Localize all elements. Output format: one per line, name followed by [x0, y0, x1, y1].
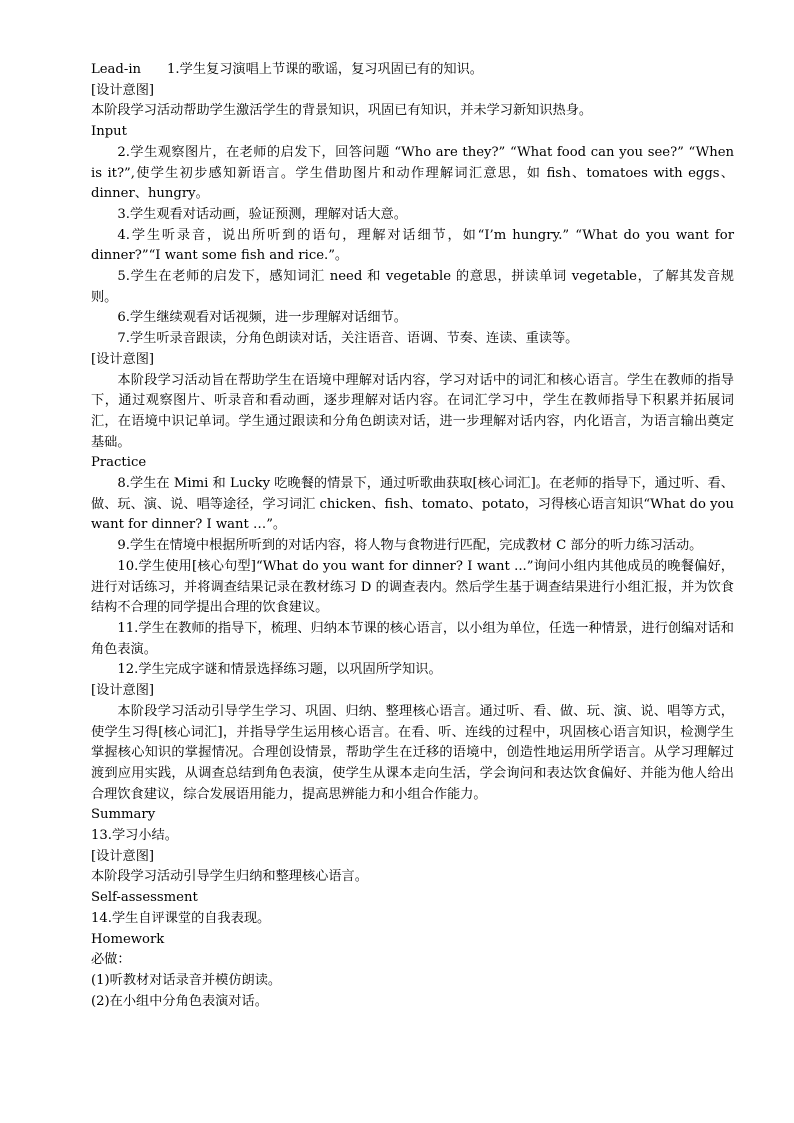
design-intent-heading: [设计意图]: [91, 848, 155, 864]
activity-10: 10.学生使用[核心句型]“What do you want for dinner? I want ...”询问小组内其他成员的晚餐偏好，进行对话练习，并将调查结果记录在教材练习 D 的调查表内。然后学生基于调查结果进行小组汇报，并为饮食结构不合理的同学提出合理的饮食建议。: [91, 558, 734, 616]
design-intent-heading: [设计意图]: [91, 683, 155, 699]
activity-2: 2.学生观察图片，在老师的启发下，回答问题 “Who are they?” “What food can you see?” “When is it?”,使学生初步感知新语言。学生借助图片和动作理解词汇意思，如 fish、tomatoes with eggs、dinner、hungry。: [91, 144, 734, 202]
design-intent-text: 本阶段学习活动旨在帮助学生在语境中理解对话内容，学习对话中的词汇和核心语言。学生在教师的指导下，通过观察图片、听录音和看动画，逐步理解对话内容。在词汇学习中，学生在教师指导下积累并拓展词汇，在语境中识记单词。学生通过跟读和分角色朗读对话，进一步理解对话内容，内化语言，为语言输出奠定基础。: [91, 372, 734, 450]
activity-14: 14.学生自评课堂的自我表现。: [91, 910, 271, 926]
lead-in-line: [91, 60, 734, 81]
section-label-self-assessment: Self-assessment: [91, 890, 198, 906]
homework-required-label: 必做：: [91, 952, 131, 968]
homework-item-2: (2)在小组中分角色表演对话。: [91, 993, 268, 1009]
activity-4: 4.学生听录音，说出所听到的语句，理解对话细节，如“I’m hungry.” “What do you want for dinner?”“I want some fish and rice.”。: [91, 227, 734, 264]
activity-1: 1.学生复习演唱上节课的歌谣，复习巩固已有的知识。: [167, 62, 483, 77]
activity-7: 7.学生听录音跟读，分角色朗读对话，关注语音、语调、节奏、连读、重读等。: [117, 331, 579, 347]
activity-3: 3.学生观看对话动画，验证预测，理解对话大意。: [117, 206, 407, 222]
design-intent-heading: [设计意图]: [91, 351, 155, 367]
homework-item-1: (1)听教材对话录音并模仿朗读。: [91, 972, 282, 988]
section-label-summary: Summary: [91, 807, 156, 823]
section-label-homework: Homework: [91, 931, 165, 947]
design-intent-text: 本阶段学习活动引导学生学习、巩固、归纳、整理核心语言。通过听、看、做、玩、演、说、唱等方式，使学生习得[核心词汇]，并指导学生运用核心语言。在看、听、连线的过程中，巩固核心语言知识，检测学生掌握核心知识的掌握情况。合理创设情景，帮助学生在迁移的语境中，创造性地运用所学语言。从学习理解过渡到应用实践，从调查总结到角色表演，使学生从课本走向生活，学会询问和表达饮食偏好、并能为他人给出合理饮食建议，综合发展语用能力，提高思辨能力和小组合作能力。: [91, 703, 734, 802]
activity-11: 11.学生在教师的指导下，梳理、归纳本节课的核心语言，以小组为单位，任选一种情景，进行创编对话和角色表演。: [91, 620, 734, 657]
activity-6: 6.学生继续观看对话视频，进一步理解对话细节。: [117, 310, 407, 326]
design-intent-heading: [设计意图]: [91, 82, 155, 98]
design-intent-text: 本阶段学习活动帮助学生激活学生的背景知识，巩固已有知识，并未学习新知识热身。: [91, 103, 593, 119]
section-label-practice: Practice: [91, 455, 147, 471]
activity-5: 5.学生在老师的启发下，感知词汇 need 和 vegetable 的意思，拼读单词 vegetable，了解其发音规则。: [91, 269, 734, 305]
section-label-input: Input: [91, 124, 127, 140]
section-label-lead-in: Lead-in: [91, 62, 142, 77]
activity-12: 12.学生完成字谜和情景选择练习题，以巩固所学知识。: [117, 662, 442, 678]
activity-8: 8.学生在 Mimi 和 Lucky 吃晚餐的情景下，通过听歌曲获取[核心词汇]。在老师的指导下，通过听、看、做、玩、演、说、唱等途径，学习词汇 chicken、fish、tomato、potato，习得核心语言知识“What do you want for dinner? I want …”。: [91, 476, 734, 533]
design-intent-text: 本阶段学习活动引导学生归纳和整理核心语言。: [91, 869, 368, 885]
activity-13: 13.学习小结。: [91, 828, 178, 844]
activity-9: 9.学生在情境中根据所听到的对话内容，将人物与食物进行匹配，完成教材 C 部分的听力练习活动。: [117, 538, 703, 554]
